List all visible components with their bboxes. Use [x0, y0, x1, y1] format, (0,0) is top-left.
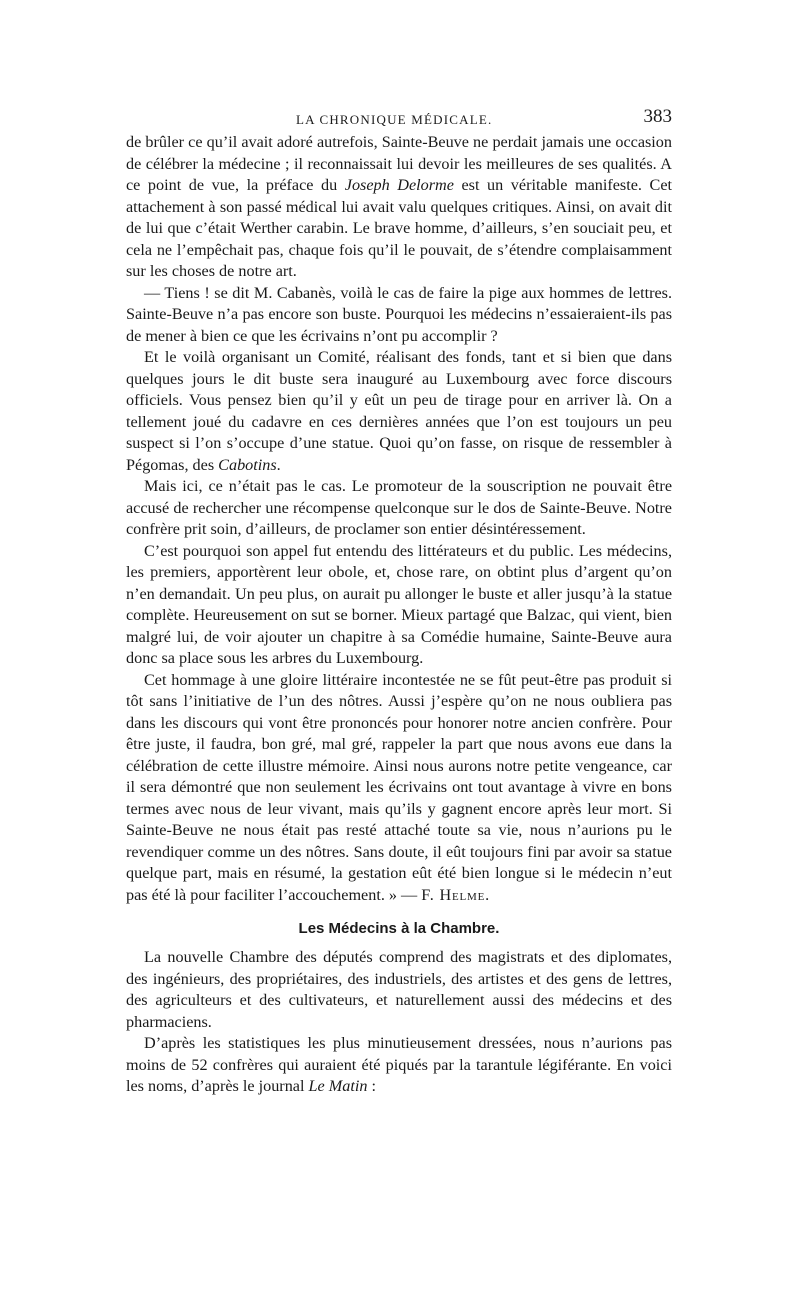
paragraph: C’est pourquoi son appel fut entendu des littérateurs et du public. Les médecins, les premiers, apportèrent leur obole, et, chose rare, on obtint plus d’argent qu’on n’en demandait. Un peu plus, on aurait pu allonger le buste et aller jusqu’à la statue complète. Heureusement on sut se borner. Mieux partagé que Balzac, qui vient, bien malgré lui, de voir ajouter un chapitre à sa Comédie humaine, Sainte-Beuve aura donc sa place sous les arbres du Luxembourg.	[126, 541, 672, 667]
paragraph: La nouvelle Chambre des députés comprend des magistrats et des diplomates, des ingénieurs, des propriétaires, des industriels, des artistes et des gens de lettres, des agriculteurs et des cultivateurs, et naturellement aussi des médecins et des pharmaciens.	[126, 948, 672, 1031]
paragraph: Cet hommage à une gloire littéraire incontestée ne se fût peut-être pas produit si tôt sans l’initiative de l’un des nôtres. Aussi j’espère qu’on ne nous oubliera pas dans les discours qui vont être prononcés pour honorer notre ancien confrère. Pour être juste, il faudra, bon gré, mal gré, rappeler la part que nous avons eue dans la célébration de cette illustre mémoire. Ainsi nous aurons notre petite vengeance, car il sera démontré que non seulement les écrivains ont tout avantage à vivre en bons termes avec nous de leur vivant, mais qu’ils y gagnent encore après leur mort. Si Sainte-Beuve ne nous était pas resté attaché toute sa vie, nous n’aurions pu le revendiquer comme un des nôtres. Sans doute, il eût toujours fini par avoir sa statue quelque part, mais en résumé, la gestation eût été bien longue si le médecin n’eut pas été là pour faciliter l’accouchement. » — F. Helme.	[126, 670, 672, 904]
running-title: LA CHRONIQUE MÉDICALE.	[296, 112, 493, 127]
newspaper-title: Le Matin	[308, 1077, 368, 1095]
paragraph: Et le voilà organisant un Comité, réalisant des fonds, tant et si bien que dans quelques jours le dit buste sera inauguré au Luxembourg avec force discours officiels. Vous pensez bien qu’il y eût un peu de tirage pour en arriver là. On a tellement joué du cadavre en ces dernières années que l’on est toujours un peu suspect si l’on s’occupe d’une statue. Quoi qu’on fasse, on risque de ressembler à Pégomas, des Cabotins.	[126, 348, 672, 474]
running-header	[126, 104, 672, 132]
section-body	[126, 947, 672, 1098]
section-heading: Les Médecins à la Chambre.	[298, 920, 500, 937]
document-page	[126, 104, 672, 1098]
paragraph: — Tiens ! se dit M. Cabanès, voilà le cas de faire la pige aux hommes de lettres. Sainte-Beuve n’a pas encore son buste. Pourquoi les médecins n’essaieraient-ils pas de mener à bien ce que les écrivains n’ont pu accomplir ?	[126, 283, 672, 345]
book-title: Joseph Delorme	[344, 176, 454, 194]
paragraph: de brûler ce qu’il avait adoré autrefois, Sainte-Beuve ne perdait jamais une occasion de célébrer la médecine ; il reconnaissait lui devoir les meilleures de ses qualités. A ce point de vue, la préface du Joseph Delorme est un véritable manifeste. Cet attachement à son passé médical lui avait valu quelques critiques. Ainsi, on avait dit de lui que c’était Werther carabin. Le brave homme, d’ailleurs, s’en souciait peu, et cela ne l’empêchait pas, chaque fois qu’il le pouvait, de s’étendre complaisamment sur les choses de notre art.	[126, 133, 673, 280]
article-body	[126, 132, 672, 906]
paragraph: D’après les statistiques les plus minutieusement dressées, nous n’aurions pas moins de 52 confrères qui auraient été piqués par la tarantule légiférante. En voici les noms, d’après le journal Le Matin :	[126, 1034, 672, 1095]
book-title: Cabotins	[218, 455, 277, 474]
paragraph: Mais ici, ce n’était pas le cas. Le promoteur de la souscription ne pouvait être accusé de rechercher une récompense quelconque sur le dos de Sainte-Beuve. Notre confrère prit soin, d’ailleurs, de proclamer son entier désintéressement.	[126, 477, 672, 538]
page-number: 383	[643, 106, 672, 127]
author-signature: F. Helme.	[421, 885, 490, 904]
